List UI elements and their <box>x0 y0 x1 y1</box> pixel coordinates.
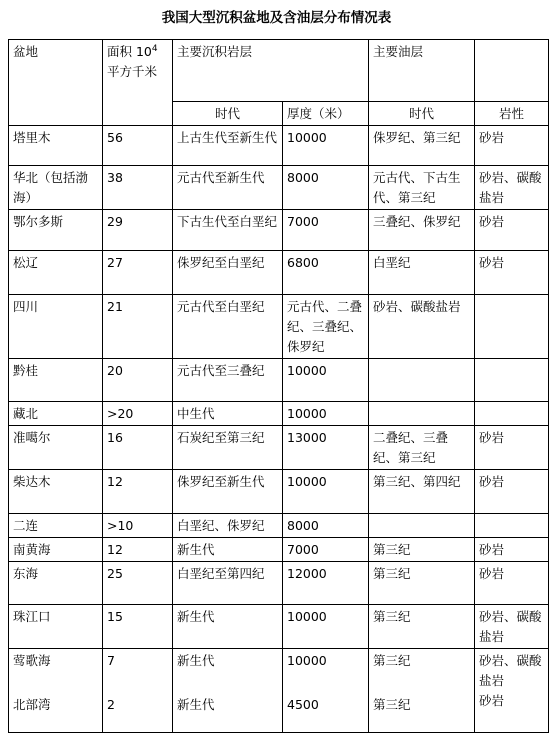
oil-era-cell: 元古代、下古生代、第三纪 <box>369 166 475 210</box>
oil-era-cell: 第三纪 <box>369 538 475 562</box>
basin-cell: 准噶尔 <box>9 426 103 470</box>
lithology-cell <box>475 649 549 733</box>
thickness-cell: 10000 <box>283 470 369 514</box>
thickness-beibuwan: 4500 <box>287 697 319 712</box>
basin-beibuwan: 北部湾 <box>13 697 51 712</box>
era-cell: 元古代至新生代 <box>173 166 283 210</box>
era-yinggehai: 新生代 <box>177 653 215 668</box>
thickness-cell: 13000 <box>283 426 369 470</box>
basin-cell: 四川 <box>9 295 103 359</box>
era-cell: 中生代 <box>173 402 283 426</box>
thickness-cell: 10000 <box>283 126 369 166</box>
basin-cell: 华北（包括渤海） <box>9 166 103 210</box>
area-cell: 20 <box>103 359 173 402</box>
area-cell: 16 <box>103 426 173 470</box>
area-cell: 12 <box>103 538 173 562</box>
oil-group-header-blank <box>475 40 549 102</box>
thickness-cell <box>283 649 369 733</box>
era-cell <box>173 649 283 733</box>
era-cell: 新生代 <box>173 538 283 562</box>
table-row-last <box>9 649 549 733</box>
thickness-cell: 8000 <box>283 166 369 210</box>
lithology-cell: 砂岩 <box>475 251 549 295</box>
lithology-cell <box>475 295 549 359</box>
table-row <box>9 562 549 605</box>
lithology-cell <box>475 359 549 402</box>
era-beibuwan: 新生代 <box>177 697 215 712</box>
lithology-cell <box>475 514 549 538</box>
oil-era-cell: 砂岩、碳酸盐岩 <box>369 295 475 359</box>
era-header: 时代 <box>173 102 283 126</box>
basin-cell: 鄂尔多斯 <box>9 210 103 251</box>
oil-era-cell: 三叠纪、侏罗纪 <box>369 210 475 251</box>
table-row <box>9 126 549 166</box>
oil-era-cell: 第三纪 <box>369 562 475 605</box>
header-row <box>9 40 549 102</box>
oil-era-yinggehai: 第三纪 <box>373 653 411 668</box>
oil-group-header: 主要油层 <box>369 40 475 102</box>
table-row <box>9 402 549 426</box>
era-cell: 侏罗纪至白垩纪 <box>173 251 283 295</box>
area-cell <box>103 649 173 733</box>
area-cell: >20 <box>103 402 173 426</box>
area-cell: 38 <box>103 166 173 210</box>
lithology-cell: 砂岩 <box>475 126 549 166</box>
basin-header: 盆地 <box>9 40 103 126</box>
table-row <box>9 295 549 359</box>
area-cell: 27 <box>103 251 173 295</box>
table-row <box>9 359 549 402</box>
basin-cell: 柴达木 <box>9 470 103 514</box>
oil-era-cell <box>369 359 475 402</box>
oil-era-cell <box>369 402 475 426</box>
table-row <box>9 251 549 295</box>
lithology-cell: 砂岩、碳酸盐岩 <box>475 166 549 210</box>
thickness-cell: 6800 <box>283 251 369 295</box>
table-row <box>9 470 549 514</box>
lithology-cell: 砂岩 <box>475 470 549 514</box>
area-yinggehai: 7 <box>107 653 115 668</box>
area-cell: 12 <box>103 470 173 514</box>
oil-era-beibuwan: 第三纪 <box>373 697 411 712</box>
basin-cell: 二连 <box>9 514 103 538</box>
thickness-yinggehai: 10000 <box>287 653 327 668</box>
basin-table <box>8 39 549 733</box>
basin-cell: 珠江口 <box>9 605 103 649</box>
area-cell: 56 <box>103 126 173 166</box>
lithology-cell: 砂岩 <box>475 426 549 470</box>
oil-era-cell <box>369 514 475 538</box>
table-row <box>9 210 549 251</box>
lithology-beibuwan: 砂岩 <box>479 693 505 708</box>
lithology-cell <box>475 402 549 426</box>
table-row <box>9 605 549 649</box>
strata-group-header: 主要沉积岩层 <box>173 40 369 102</box>
thickness-cell: 10000 <box>283 359 369 402</box>
area-cell: >10 <box>103 514 173 538</box>
era-cell: 白垩纪、侏罗纪 <box>173 514 283 538</box>
oil-era-cell: 第三纪、第四纪 <box>369 470 475 514</box>
basin-cell: 松辽 <box>9 251 103 295</box>
era-cell: 石炭纪至第三纪 <box>173 426 283 470</box>
area-header <box>103 40 173 126</box>
oil-era-cell <box>369 649 475 733</box>
area-cell: 21 <box>103 295 173 359</box>
lithology-cell: 砂岩 <box>475 210 549 251</box>
basin-cell: 南黄海 <box>9 538 103 562</box>
area-cell: 25 <box>103 562 173 605</box>
lithology-yinggehai: 砂岩、碳酸盐岩 <box>479 653 542 688</box>
basin-cell: 东海 <box>9 562 103 605</box>
lithology-cell: 砂岩、碳酸盐岩 <box>475 605 549 649</box>
table-title: 我国大型沉积盆地及含油层分布情况表 <box>161 10 392 26</box>
thickness-cell: 元古代、二叠纪、三叠纪、侏罗纪 <box>283 295 369 359</box>
lithology-header: 岩性 <box>475 102 549 126</box>
basin-cell <box>9 649 103 733</box>
oil-era-cell: 白垩纪 <box>369 251 475 295</box>
thickness-cell: 8000 <box>283 514 369 538</box>
era-cell: 白垩纪至第四纪 <box>173 562 283 605</box>
era-cell: 下古生代至白垩纪 <box>173 210 283 251</box>
basin-cell: 黔桂 <box>9 359 103 402</box>
thickness-cell: 12000 <box>283 562 369 605</box>
oil-era-header: 时代 <box>369 102 475 126</box>
thickness-cell: 10000 <box>283 402 369 426</box>
lithology-cell: 砂岩 <box>475 562 549 605</box>
thickness-cell: 10000 <box>283 605 369 649</box>
lithology-cell: 砂岩 <box>475 538 549 562</box>
area-cell: 15 <box>103 605 173 649</box>
era-cell: 侏罗纪至新生代 <box>173 470 283 514</box>
table-row <box>9 426 549 470</box>
table-row <box>9 538 549 562</box>
oil-era-cell: 二叠纪、三叠纪、第三纪 <box>369 426 475 470</box>
area-cell: 29 <box>103 210 173 251</box>
area-header-exponent: 4 <box>151 44 158 54</box>
era-cell: 元古代至三叠纪 <box>173 359 283 402</box>
thickness-cell: 7000 <box>283 538 369 562</box>
basin-yinggehai: 莺歌海 <box>13 653 51 668</box>
table-row <box>9 514 549 538</box>
table-row <box>9 166 549 210</box>
era-cell: 新生代 <box>173 605 283 649</box>
area-header-main: 面积 10 <box>107 44 152 59</box>
era-cell: 元古代至白垩纪 <box>173 295 283 359</box>
area-beibuwan: 2 <box>107 697 115 712</box>
era-cell: 上古生代至新生代 <box>173 126 283 166</box>
oil-era-cell: 第三纪 <box>369 605 475 649</box>
basin-cell: 塔里木 <box>9 126 103 166</box>
basin-cell: 藏北 <box>9 402 103 426</box>
thickness-cell: 7000 <box>283 210 369 251</box>
area-header-unit: 平方千米 <box>107 64 158 79</box>
thickness-header: 厚度（米） <box>283 102 369 126</box>
oil-era-cell: 侏罗纪、第三纪 <box>369 126 475 166</box>
